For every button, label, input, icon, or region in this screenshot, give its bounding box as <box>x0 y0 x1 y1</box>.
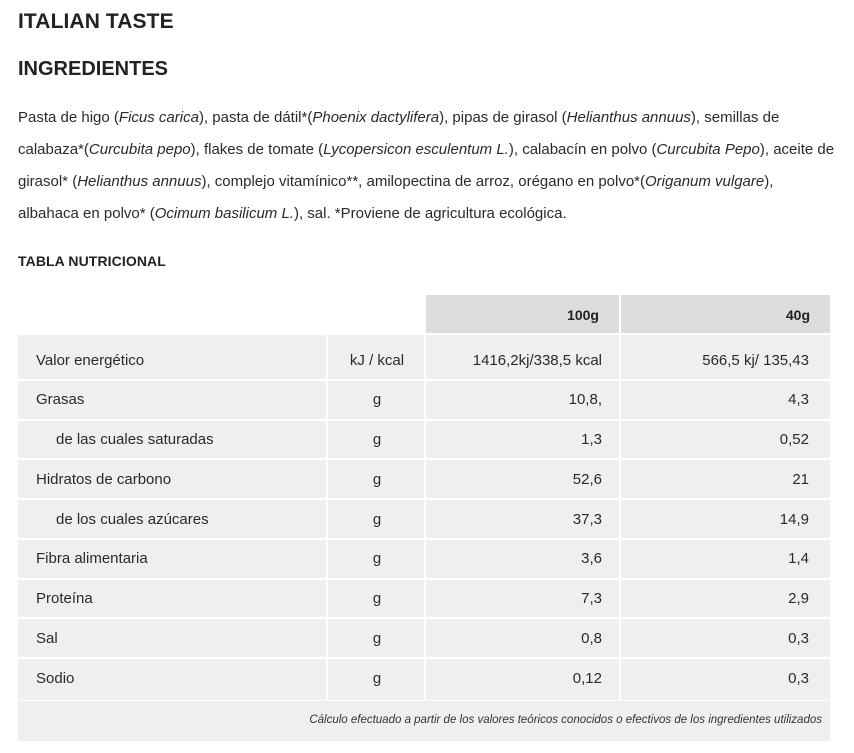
nutrient-label: Grasas <box>36 391 85 409</box>
ingredient-species-name: Origanum vulgare <box>645 173 765 190</box>
footnote-text: Cálculo efectuado a partir de los valores teóricos conocidos o efectivos de los ingredientes utilizados <box>309 714 822 726</box>
nutrient-label: de los cuales azúcares <box>56 510 209 528</box>
row-divider <box>18 617 830 619</box>
column-header-40g-label: 40g <box>785 307 810 323</box>
unit-cell: g <box>372 431 382 448</box>
value-per-100g: 0,8 <box>581 629 602 647</box>
ingredient-text-fragment: Pasta de higo ( <box>18 109 119 126</box>
value-per-100g: 10,8, <box>568 391 602 409</box>
ingredients-text <box>18 102 838 230</box>
ingredient-text-fragment: ), albahaca en polvo* ( <box>18 173 774 222</box>
value-per-100g: 3,6 <box>581 550 602 568</box>
value-per-40g: 0,3 <box>788 629 809 647</box>
column-header-100g <box>426 295 619 333</box>
value-per-40g: 0,3 <box>788 669 809 687</box>
ingredient-species-name: Phoenix dactylifera <box>312 109 440 126</box>
row-divider <box>18 458 830 460</box>
nutrient-label: Hidratos de carbono <box>36 470 172 488</box>
row-divider <box>18 538 830 540</box>
ingredients-heading: INGREDIENTES <box>18 58 169 80</box>
ingredient-text-fragment: ), pipas de girasol ( <box>439 109 567 126</box>
value-per-40g: 566,5 kj/ 135,43 <box>702 351 809 369</box>
value-per-40g: 1,4 <box>788 550 809 568</box>
row-divider <box>18 419 830 421</box>
row-divider <box>18 657 830 659</box>
value-per-100g: 0,12 <box>572 669 602 687</box>
value-per-40g: 14,9 <box>779 510 809 528</box>
nutrient-label: Valor energético <box>36 351 145 369</box>
ingredient-species-name: Curcubita pepo <box>88 141 191 158</box>
nutrient-label: Proteína <box>36 590 93 607</box>
ingredient-text-fragment: ), aceite de girasol* ( <box>18 141 835 190</box>
unit-cell: kJ / kcal <box>349 351 405 369</box>
ingredient-species-name: Lycopersicon esculentum L. <box>323 141 509 158</box>
column-divider <box>326 335 328 700</box>
ingredient-text-fragment: ), complejo vitamínico**, amilopectina de arroz, orégano en polvo*( <box>201 173 646 190</box>
ingredient-text-fragment: ), sal. *Proviene de agricultura ecológica. <box>293 205 567 222</box>
table-footnote <box>18 701 830 741</box>
row-divider <box>18 578 830 580</box>
row-divider <box>18 498 830 500</box>
unit-cell: g <box>372 391 382 409</box>
ingredient-text-fragment: ), flakes de tomate ( <box>190 141 324 158</box>
unit-cell: g <box>372 669 382 687</box>
value-per-100g: 1,3 <box>581 431 602 448</box>
unit-cell: g <box>372 629 382 647</box>
unit-cell: g <box>372 550 382 568</box>
column-header-100g-label: 100g <box>567 307 599 323</box>
nutrition-table-heading: TABLA NUTRICIONAL <box>18 253 166 269</box>
column-divider <box>619 335 621 700</box>
ingredient-species-name: Ficus carica <box>118 109 199 126</box>
ingredient-species-name: Helianthus annuus <box>566 109 691 126</box>
column-divider <box>424 335 426 700</box>
unit-cell: g <box>372 590 382 607</box>
value-per-40g: 21 <box>792 470 809 488</box>
value-per-100g: 52,6 <box>572 470 602 488</box>
unit-cell: g <box>372 470 382 488</box>
nutrient-label: Fibra alimentaria <box>36 550 148 568</box>
value-per-40g: 0,52 <box>779 431 809 448</box>
value-per-100g: 7,3 <box>581 590 602 607</box>
ingredient-species-name: Curcubita Pepo <box>656 141 760 158</box>
value-per-40g: 2,9 <box>788 590 809 607</box>
value-per-100g: 1416,2kj/338,5 kcal <box>472 351 602 369</box>
nutrient-label: Sodio <box>36 669 75 687</box>
product-title: ITALIAN TASTE <box>18 10 174 33</box>
ingredient-text-fragment: ), pasta de dátil*( <box>198 109 313 126</box>
ingredient-species-name: Helianthus annuus <box>77 173 202 190</box>
value-per-40g: 4,3 <box>788 391 809 409</box>
unit-cell: g <box>372 510 382 528</box>
row-divider <box>18 379 830 381</box>
value-per-100g: 37,3 <box>572 510 602 528</box>
column-header-40g <box>621 295 830 333</box>
nutrient-label: de las cuales saturadas <box>56 431 214 448</box>
nutrient-label: Sal <box>36 629 58 647</box>
ingredient-species-name: Ocimum basilicum L. <box>154 205 294 222</box>
ingredient-text-fragment: ), semillas de calabaza*( <box>18 109 780 158</box>
ingredient-text-fragment: ), calabacín en polvo ( <box>508 141 657 158</box>
